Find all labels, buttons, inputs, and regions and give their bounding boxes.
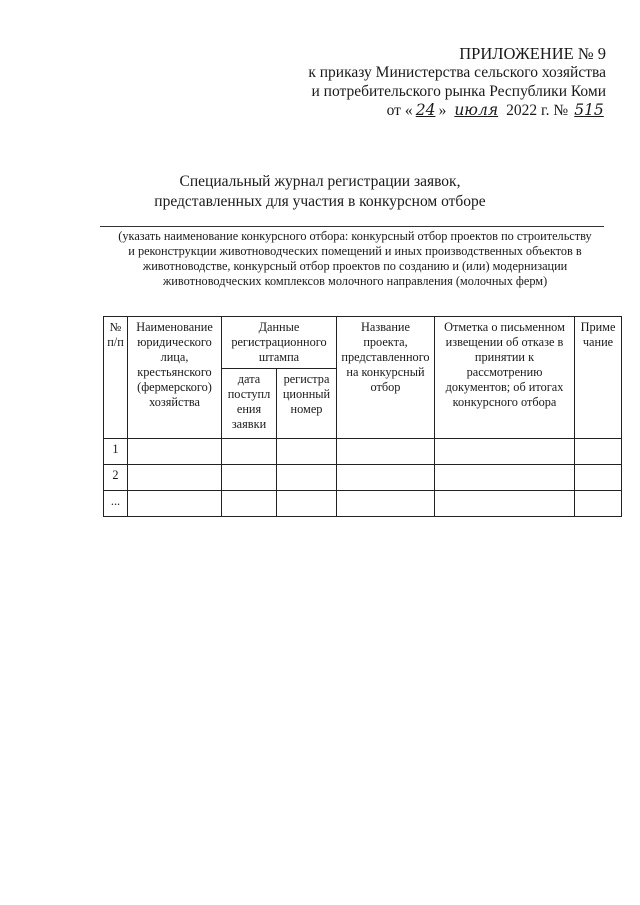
header-cell-remark: Приме чание [575,317,622,439]
document-header [308,44,606,120]
document-title [0,172,640,212]
date-suffix: 2022 г. № [506,102,569,119]
row-number: 2 [104,465,128,491]
title-line1: Специальный журнал регистрации заявок, [179,173,461,190]
header-cell-registration-number: регистра ционный номер [277,369,337,439]
note-line4: животноводческих комплексов молочного направления (молочных ферм) [162,274,548,288]
order-reference-line1: к приказу Министерства сельского хозяйства [308,64,606,81]
header-cell-entity-name: Наименование юридического лица, крестьянского (фермерского) хозяйства [128,317,222,439]
note-line2: и реконструкции животноводческих помещений и иных производственных объектов в [128,244,582,258]
date-mid: » [438,102,447,119]
header-cell-stamp-data: Данные регистрационного штампа [222,317,337,369]
header-cell-receipt-date: дата поступл ения заявки [222,369,277,439]
handwritten-month: июля [454,101,499,119]
selection-type-note [100,229,610,289]
header-cell-project-name: Название проекта, представленного на конкурсный отбор [337,317,435,439]
note-line1: (указать наименование конкурсного отбора: конкурсный отбор проектов по строительству [118,229,592,243]
header-cell-notice-mark: Отметка о письменном извещении об отказе в принятии к рассмотрению документов; об итогах конкурсного отбора [435,317,575,439]
fill-in-line [100,226,604,227]
note-line3: животноводстве, конкурсный отбор проектов по созданию и (или) модернизации [142,259,568,273]
order-date-line [308,101,606,120]
table-row [104,491,622,517]
title-line2: представленных для участия в конкурсном отборе [154,193,486,210]
appendix-label: ПРИЛОЖЕНИЕ № 9 [459,44,606,63]
row-number: 1 [104,439,128,465]
handwritten-day: 24 [415,101,436,119]
row-number: ... [104,491,128,517]
date-prefix: от « [386,102,413,119]
header-cell-number: № п/п [104,317,128,439]
table-row [104,465,622,491]
order-reference-line2: и потребительского рынка Республики Коми [311,83,606,100]
table-row [104,439,622,465]
handwritten-order-number: 515 [574,101,604,119]
registration-journal-table [103,316,622,517]
